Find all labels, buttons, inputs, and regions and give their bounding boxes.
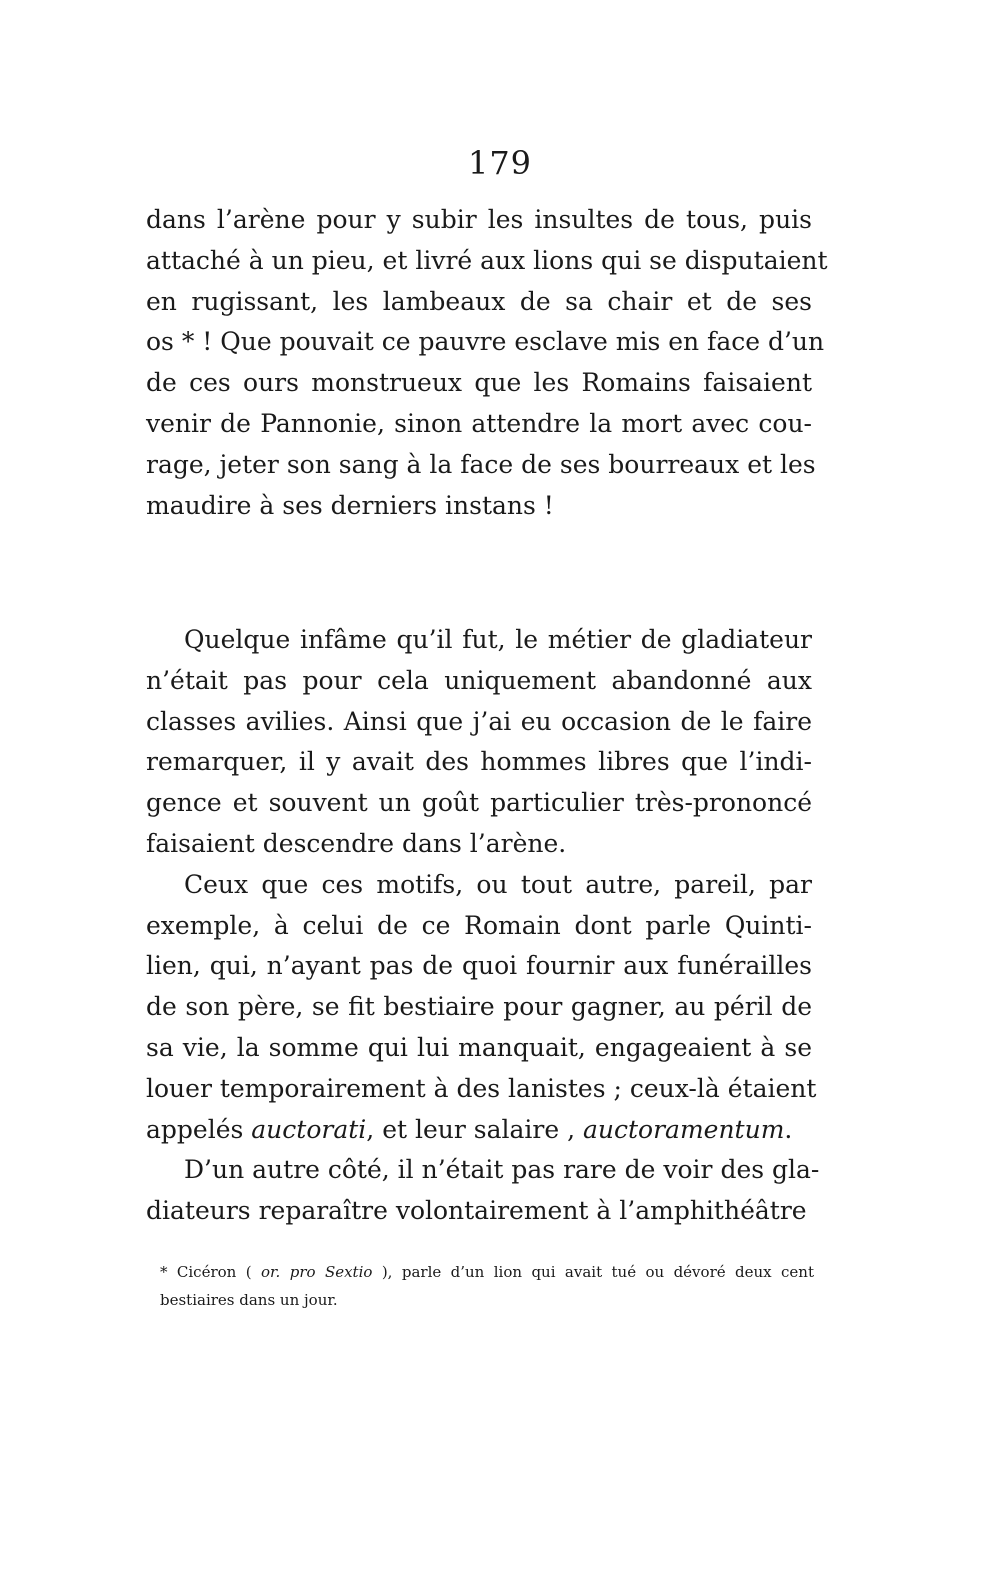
footnote	[160, 1258, 814, 1314]
text-line: os * ! Que pouvait ce pauvre esclave mis en face d’un	[146, 327, 825, 357]
latin-term: auctoramentum	[582, 1114, 785, 1144]
text-line: Ceux que ces motifs, ou tout autre, pareil, par	[184, 869, 812, 899]
text-line: faisaient descendre dans l’arène.	[146, 828, 567, 858]
main-text	[146, 620, 820, 1232]
text-line: remarquer, il y avait des hommes libres que l’indi-	[146, 747, 812, 777]
text-line: dans l’arène pour y subir les insultes de tous, puis	[146, 205, 812, 234]
text-fragment: appelés	[146, 1114, 252, 1144]
text-line: exemple, à celui de ce Romain dont parle Quinti-	[146, 910, 812, 940]
paragraph	[146, 865, 817, 1151]
citation-reference: or. pro Sextio	[261, 1263, 373, 1281]
paragraph	[146, 620, 812, 865]
text-line: venir de Pannonie, sinon attendre la mort avec cou-	[146, 408, 812, 438]
text-line: de son père, se fit bestiaire pour gagner, au péril de	[146, 992, 812, 1022]
text-fragment: * Cicéron (	[160, 1263, 261, 1281]
text-line: lien, qui, n’ayant pas de quoi fournir aux funérailles	[146, 951, 812, 981]
text-line	[146, 1110, 812, 1151]
text-line: attaché à un pieu, et livré aux lions qui se disputaient	[146, 245, 828, 275]
latin-term: auctorati	[251, 1114, 367, 1144]
text-line: Quelque infâme qu’il fut, le métier de gladiateur	[184, 625, 812, 654]
text-line: louer temporairement à des lanistes ; ceux-là étaient	[146, 1073, 817, 1103]
footnote-line: bestiaires dans un jour.	[160, 1291, 338, 1309]
page-number: 179	[467, 144, 533, 182]
text-fragment: .	[784, 1114, 793, 1144]
text-line: n’était pas pour cela uniquement abandonné aux	[146, 665, 812, 695]
text-fragment: ), parle d’un lion qui avait tué ou dévoré deux cent	[372, 1263, 814, 1281]
text-line: rage, jeter son sang à la face de ses bourreaux et les	[146, 449, 816, 479]
text-fragment: , et leur salaire ,	[366, 1114, 583, 1144]
text-line: maudire à ses derniers instans !	[146, 490, 554, 520]
footnote-line	[160, 1258, 814, 1286]
text-line: classes avilies. Ainsi que j’ai eu occasion de le faire	[146, 706, 812, 736]
text-line: D’un autre côté, il n’était pas rare de voir des gla-	[184, 1155, 820, 1185]
text-line: en rugissant, les lambeaux de sa chair et de ses	[146, 286, 812, 316]
paragraph	[146, 1150, 820, 1232]
text-line: diateurs reparaître volontairement à l’amphithéâtre	[146, 1196, 807, 1226]
text-line: sa vie, la somme qui lui manquait, engageaient à se	[146, 1032, 812, 1062]
paragraph-continued	[146, 200, 828, 526]
text-line: gence et souvent un goût particulier très-prononcé	[146, 788, 812, 818]
text-line: de ces ours monstrueux que les Romains faisaient	[146, 368, 812, 398]
